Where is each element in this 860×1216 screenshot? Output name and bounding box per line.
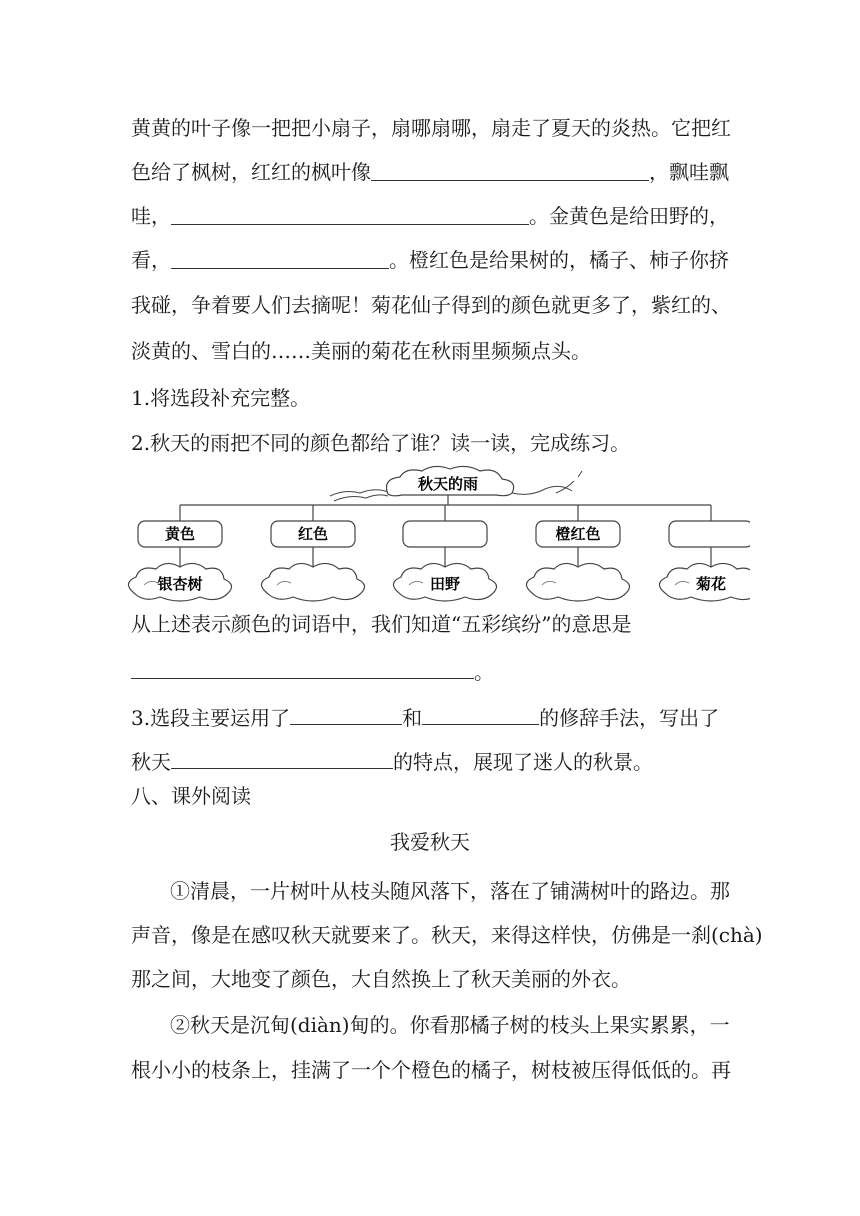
answer-blank-feature[interactable] [171, 746, 393, 769]
answer-blank-rhetoric-1[interactable] [290, 702, 402, 725]
passage-line-4: 看， 。橙红色是给果树的，橘子、柿子你挤 [131, 248, 729, 272]
answer-blank-maple[interactable] [371, 158, 649, 181]
passage-line-5: 我碰，争着要人们去摘呢！菊花仙子得到的颜色就更多了，紫红的、 [131, 293, 731, 317]
reading-p1-line-2: 声音，像是在感叹秋天就要来了。秋天，来得这样快，仿佛是一刹(chà) [131, 923, 763, 947]
wave-left-2 [334, 495, 388, 501]
color-label-1: 黄色 [164, 525, 196, 543]
question-3-line-1: 3.选段主要运用了 和 的修辞手法，写出了 [131, 702, 719, 732]
target-label-3: 田野 [429, 575, 461, 593]
reading-title: 我爱秋天 [390, 830, 470, 854]
reading-p2-line-2: 根小小的枝条上，挂满了一个个橙色的橘子，树枝被压得低低的。再 [131, 1058, 731, 1082]
color-diagram [120, 465, 750, 605]
question-3-line-2: 秋天 的特点，展现了迷人的秋景。 [131, 746, 653, 776]
color-box-5[interactable] [669, 521, 750, 547]
question-2: 2.秋天的雨把不同的颜色都给了谁？读一读，完成练习。 [131, 431, 631, 455]
passage-line-2: 色给了枫树，红红的枫叶像 ，飘哇飘 [131, 160, 729, 184]
reading-p1-line-3: 那之间，大地变了颜色，大自然换上了秋天美丽的外衣。 [131, 967, 631, 991]
passage-line-1: 黄黄的叶子像一把把小扇子，扇哪扇哪，扇走了夏天的炎热。它把红 [131, 116, 731, 140]
answer-blank-falling[interactable] [171, 202, 529, 225]
question-2b: 从上述表示颜色的词语中，我们知道“五彩缤纷”的意思是 [131, 612, 632, 636]
reading-p1-line-1: ①清晨，一片树叶从枝头随风落下，落在了铺满树叶的路边。那 [170, 879, 730, 903]
answer-blank-rhetoric-2[interactable] [422, 702, 539, 725]
color-label-4: 橙红色 [555, 525, 601, 543]
target-cloud-2[interactable] [261, 563, 364, 601]
target-cloud-4[interactable] [526, 563, 629, 601]
wave-right [512, 486, 572, 494]
root-label: 秋天的雨 [417, 475, 479, 493]
target-label-5: 菊花 [695, 575, 727, 593]
reading-p2-line-1: ②秋天是沉甸(diàn)甸的。你看那橘子树的枝头上果实累累，一 [170, 1013, 730, 1037]
color-box-3[interactable] [403, 521, 487, 547]
passage-line-3: 哇， 。金黄色是给田野的， [131, 204, 729, 228]
question-1: 1.将选段补充完整。 [131, 386, 311, 410]
target-label-1: 银杏树 [157, 575, 203, 593]
answer-blank-meaning[interactable] [131, 656, 474, 679]
section-8-heading: 八、课外阅读 [131, 784, 251, 808]
passage-line-6: 淡黄的、雪白的……美丽的菊花在秋雨里频频点头。 [131, 339, 591, 363]
answer-blank-field[interactable] [171, 246, 389, 269]
question-2b-answer-line: 。 [131, 656, 494, 686]
color-label-2: 红色 [297, 525, 329, 543]
